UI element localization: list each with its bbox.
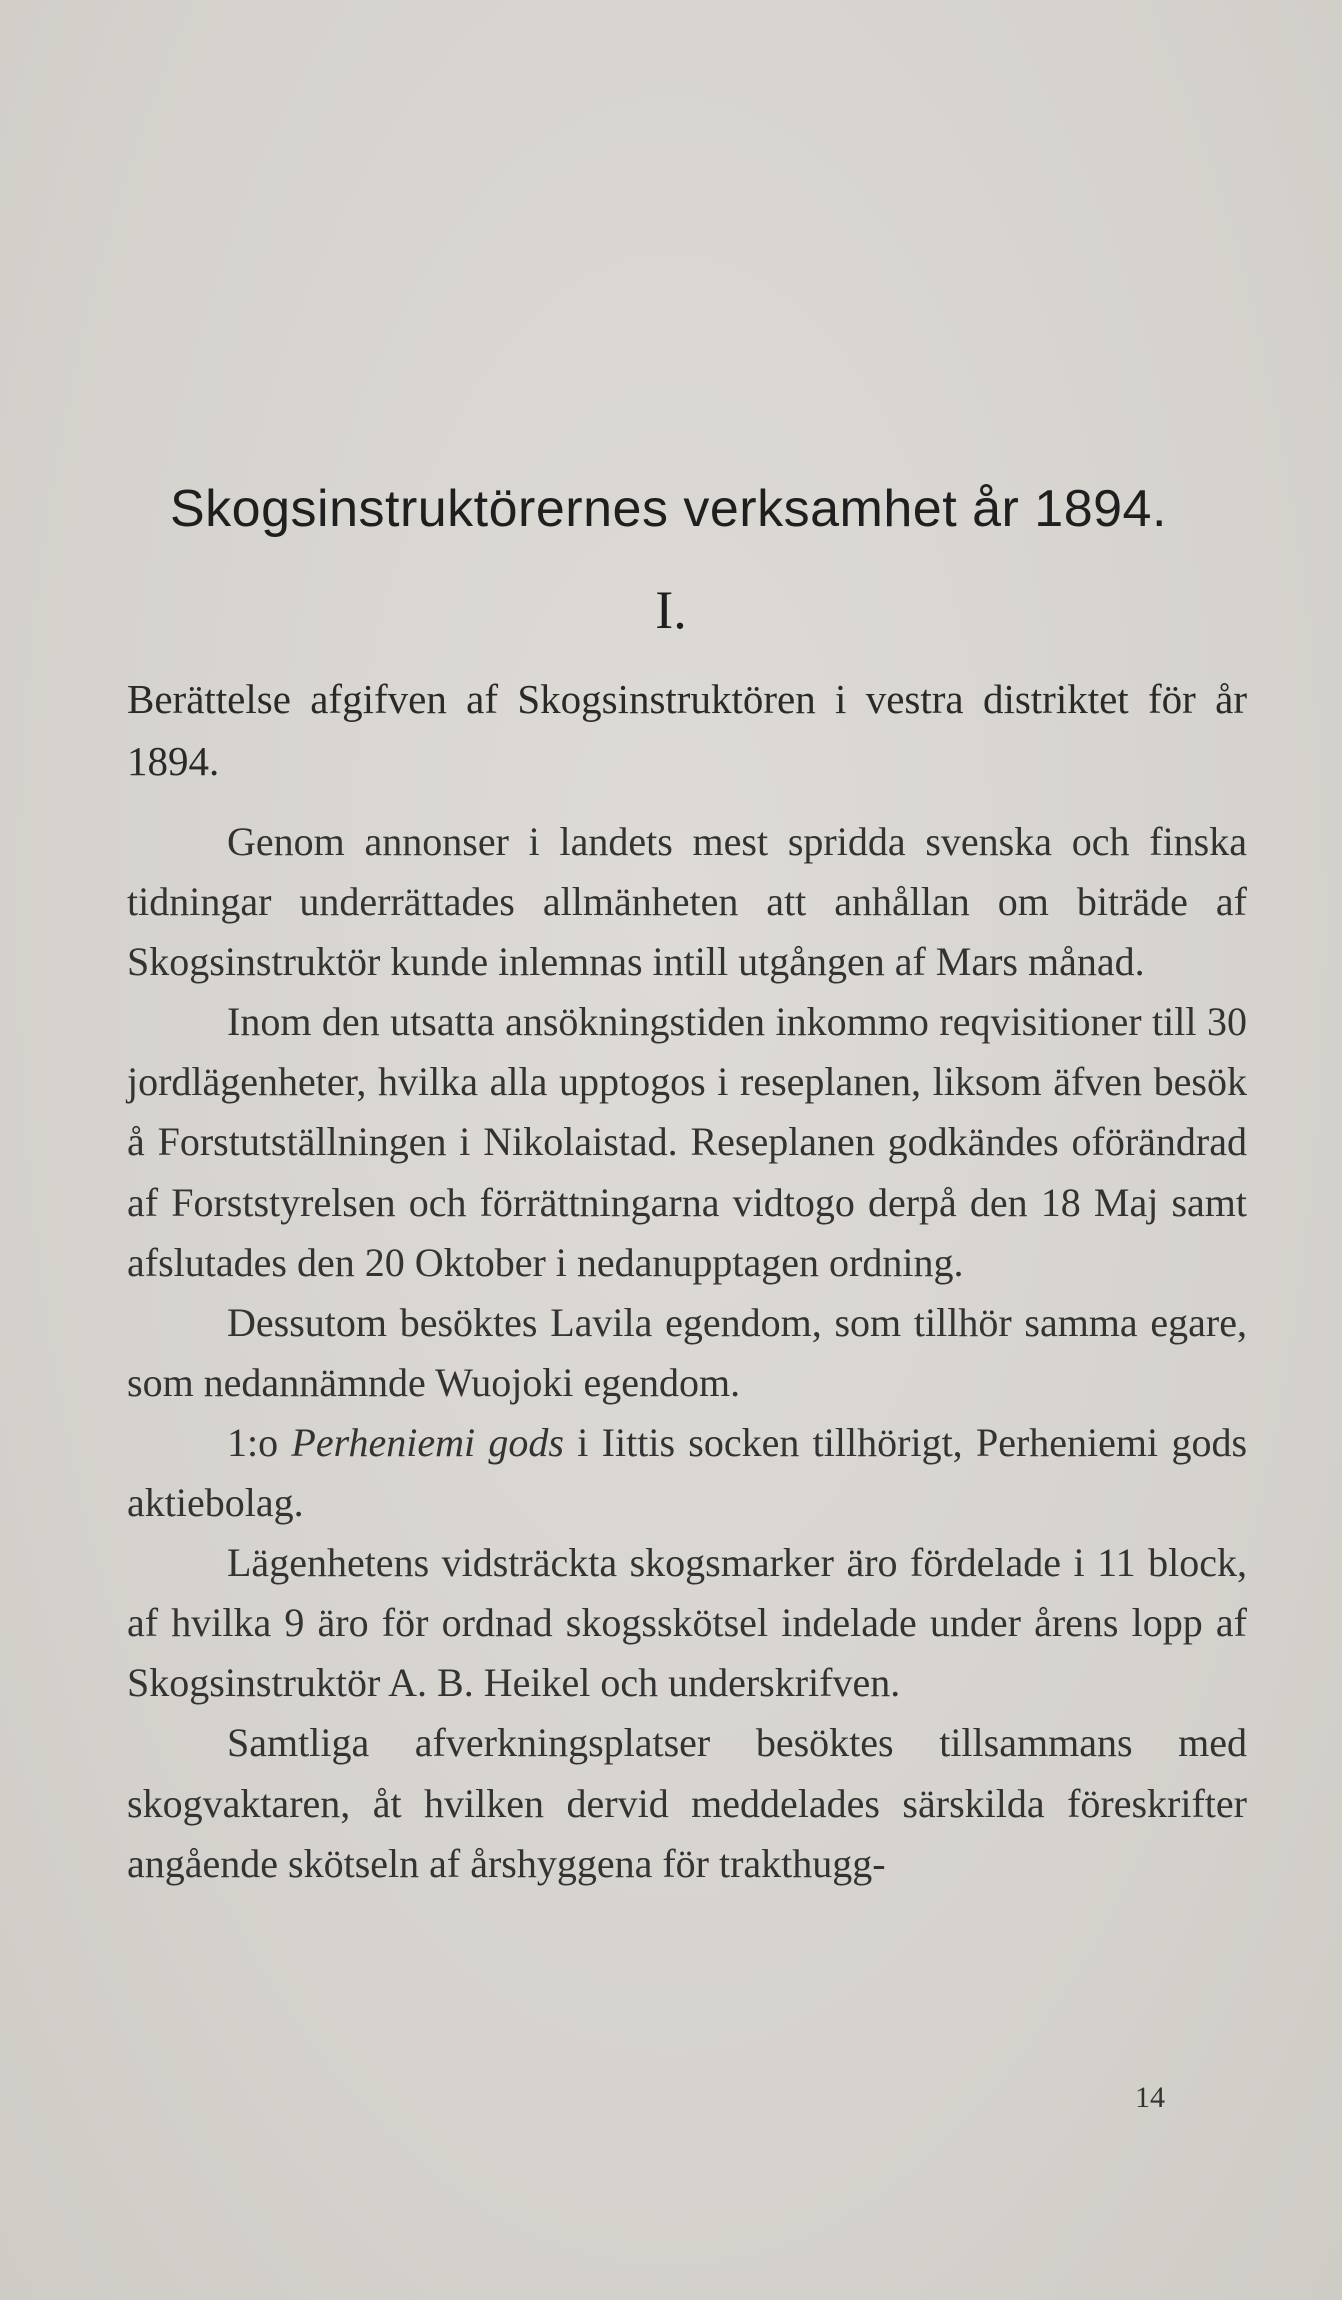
page-title: Skogsinstruktörernes verksamhet år 1894. (170, 480, 1167, 538)
estate-name: Perheniemi gods (291, 1419, 564, 1465)
paragraph: Inom den utsatta ansökningstiden inkommo reqvisitioner till 30 jordlägenheter, hvilka alla upptogos i reseplanen, liksom äfven besök å Forstutställningen i Nikolaistad. Reseplanen godkändes oförändrad af Forststyrelsen och förrättningarna vidtogo derpå den 18 Maj samt afslutades den 20 Oktober i nedanupptagen ordning. (127, 999, 1247, 1285)
paragraph: Samtliga afverkningsplatser besöktes tillsammans med skogvaktaren, åt hvilken dervid meddelades särskilda föreskrifter angående skötseln af årshyggena för trakthugg- (127, 1720, 1247, 1886)
paragraph-text: i Iittis socken tillhörigt, Perheniemi gods aktiebolag. (127, 1419, 1248, 1526)
body-text (127, 812, 1247, 1894)
section-number: I. (655, 580, 687, 640)
paragraph: Dessutom besöktes Lavila egendom, som tillhör samma egare, som nedannämnde Wuojoki egendom. (127, 1299, 1247, 1405)
paragraph: Lägenhetens vidsträckta skogsmarker äro fördelade i 11 block, af hvilka 9 äro för ordnad skogsskötsel indelade under årens lopp af Skogsinstruktör A. B. Heikel och underskrifven. (127, 1540, 1247, 1706)
page-number: 14 (1135, 2081, 1165, 2114)
paragraph: Genom annonser i landets mest spridda svenska och finska tidningar underrättades allmänheten att anhållan om biträde af Skogsinstruktör kunde inlemnas intill utgången af Mars månad. (127, 819, 1247, 985)
list-marker: 1:o (227, 1419, 292, 1465)
section-heading: Berättelse afgifven af Skogsinstruktören i vestra distriktet för år 1894. (127, 676, 1247, 784)
paragraph (127, 1413, 1247, 1533)
